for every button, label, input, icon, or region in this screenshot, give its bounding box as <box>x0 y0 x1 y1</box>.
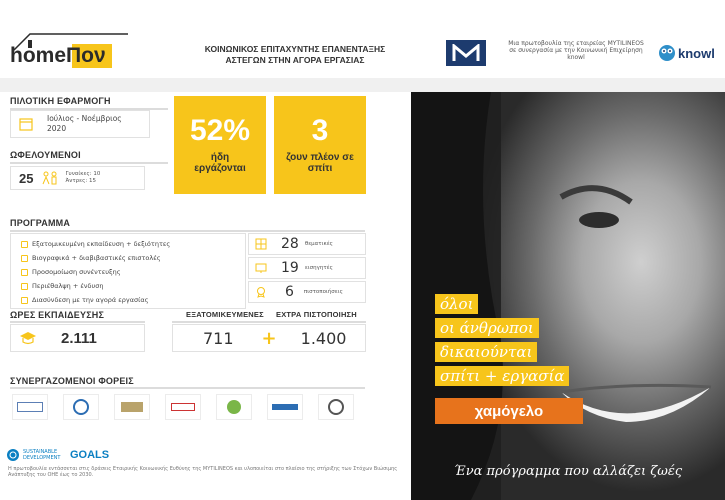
plus-sign: + <box>261 327 277 349</box>
grid-icon <box>255 238 267 250</box>
partners-title-underline <box>10 387 365 389</box>
mytilineos-m-icon <box>452 44 480 62</box>
check-icon <box>21 241 28 248</box>
footer-note: Η πρωτοβουλία εντάσσεται στις δράσεις Εταιρικής Κοινωνικής Ευθύνης της MYTILINEOS και υλοποιείται στο πλαίσιο της στήριξης των Στόχων Βιώσιμης Ανάπτυξης του ΟΗΕ έως το 2030. <box>8 466 398 478</box>
program-item: Διασύνδεση με την αγορά εργασίας <box>21 293 235 307</box>
employed-stat <box>174 96 266 194</box>
homepon-logo <box>10 28 146 68</box>
housed-value: 3 <box>311 114 329 147</box>
beneficiaries-title-underline <box>10 162 168 164</box>
employed-value: 52% <box>189 114 251 147</box>
pilot-period: Ιούλιος - Νοέμβριος 2020 <box>47 114 122 133</box>
extra-value: 1.400 <box>300 328 347 348</box>
sdg-small: SUSTAINABLE DEVELOPMENT <box>23 449 61 461</box>
program-list <box>10 233 246 309</box>
hours-card <box>10 324 145 352</box>
beneficiaries-card <box>10 166 145 190</box>
check-icon <box>21 269 28 276</box>
metric-certificates-value: 6 <box>285 284 294 300</box>
program-title-underline <box>10 230 365 232</box>
header-title <box>170 44 420 66</box>
check-icon <box>21 297 28 304</box>
program-item: Εξατομικευμένη εκπαίδευση + δεξιότητες <box>21 237 235 251</box>
metric-certificates <box>248 281 366 303</box>
hours-title-underline <box>10 321 145 323</box>
people-icon <box>41 171 59 185</box>
partner-logo <box>216 394 252 420</box>
quote-line: όλοι <box>435 294 478 314</box>
knowl-logo <box>658 40 725 66</box>
training-card <box>172 324 366 352</box>
partners-title: ΣΥΝΕΡΓΑΖΟΜΕΝΟΙ ΦΟΡΕΙΣ <box>10 376 134 386</box>
metric-topics-label: θεματικές <box>304 240 333 247</box>
partner-logo <box>165 394 201 420</box>
program-item: Βιογραφικά + διαβιβαστικές επιστολές <box>21 251 235 265</box>
metric-speakers-value: 19 <box>281 260 299 276</box>
graduation-cap-icon <box>19 331 37 345</box>
personalized-title: ΕΞΑΤΟΜΙΚΕΥΜΕΝΕΣ <box>186 310 264 319</box>
owl-icon <box>658 43 676 63</box>
brand-text: χαμόγελο <box>474 402 544 420</box>
men-count: Άντρες: 15 <box>65 178 96 184</box>
mytilineos-note: Μια πρωτοβουλία της εταιρείας MYTILINEOS σε συνεργασία με την Κοινωνική Επιχείρηση knowl <box>508 40 644 62</box>
women-count: Γυναίκες: 10 <box>65 171 101 178</box>
logo-text: homeΠον <box>10 44 112 68</box>
program-item: Προσομοίωση συνέντευξης <box>21 265 235 279</box>
presenter-icon <box>255 262 267 274</box>
partner-logo <box>318 394 354 420</box>
knowl-text: knowl <box>678 45 715 61</box>
housed-label: ζουν πλέον σε σπίτι <box>286 152 354 174</box>
metric-topics <box>248 233 366 255</box>
pilot-title: ΠΙΛΟΤΙΚΗ ΕΦΑΡΜΟΓΗ <box>10 96 111 106</box>
un-globe-icon <box>6 448 20 462</box>
hours-value: 2.111 <box>61 329 97 347</box>
calendar-icon <box>19 117 33 131</box>
partner-logo <box>12 394 48 420</box>
metric-speakers <box>248 257 366 279</box>
beneficiaries-title: ΩΦΕΛΟΥΜΕΝΟΙ <box>10 150 81 160</box>
metric-certificates-label: πιστοποιήσεις <box>303 288 343 295</box>
hours-title: ΩΡΕΣ ΕΚΠΑΙΔΕΥΣΗΣ <box>10 310 105 320</box>
quote-line: σπίτι + εργασία <box>435 366 569 386</box>
metric-topics-value: 28 <box>281 236 299 252</box>
header-title-line2: ΑΣΤΕΓΩΝ ΣΤΗΝ ΑΓΟΡΑ ΕΡΓΑΣΙΑΣ <box>225 55 365 65</box>
quote-line: δικαιούνται <box>435 342 537 362</box>
partner-logo <box>267 394 303 420</box>
brand-badge <box>435 398 583 424</box>
sdg-goals: GOALS <box>70 449 110 461</box>
pilot-card <box>10 110 150 138</box>
mytilineos-logo <box>446 40 486 66</box>
quote-line: οι άνθρωποι <box>435 318 539 338</box>
header-title-line1: ΚΟΙΝΩΝΙΚΟΣ ΕΠΙΤΑΧΥΝΤΗΣ ΕΠΑΝΕΝΤΑΞΗΣ <box>204 44 386 54</box>
header-divider-band <box>0 78 725 92</box>
housed-stat <box>274 96 366 194</box>
partner-logo <box>114 394 150 420</box>
sdg-logo <box>6 448 109 462</box>
award-icon <box>255 286 267 298</box>
extra-title: ΕΧΤΡΑ ΠΙΣΤΟΠΟΙΗΣΗ <box>276 310 357 319</box>
metric-speakers-label: εισηγητές <box>304 264 333 271</box>
tagline: Ένα πρόγραμμα που αλλάζει ζωές <box>454 464 683 479</box>
check-icon <box>21 283 28 290</box>
training-title-underline <box>172 321 366 323</box>
employed-label: ήδη εργάζονται <box>194 152 246 174</box>
program-item: Περιέθαλψη + ένδυση <box>21 279 235 293</box>
beneficiaries-count: 25 <box>19 170 34 186</box>
personalized-value: 711 <box>203 328 234 348</box>
check-icon <box>21 255 28 262</box>
program-title: ΠΡΟΓΡΑΜΜΑ <box>10 218 71 228</box>
partner-logo <box>63 394 99 420</box>
